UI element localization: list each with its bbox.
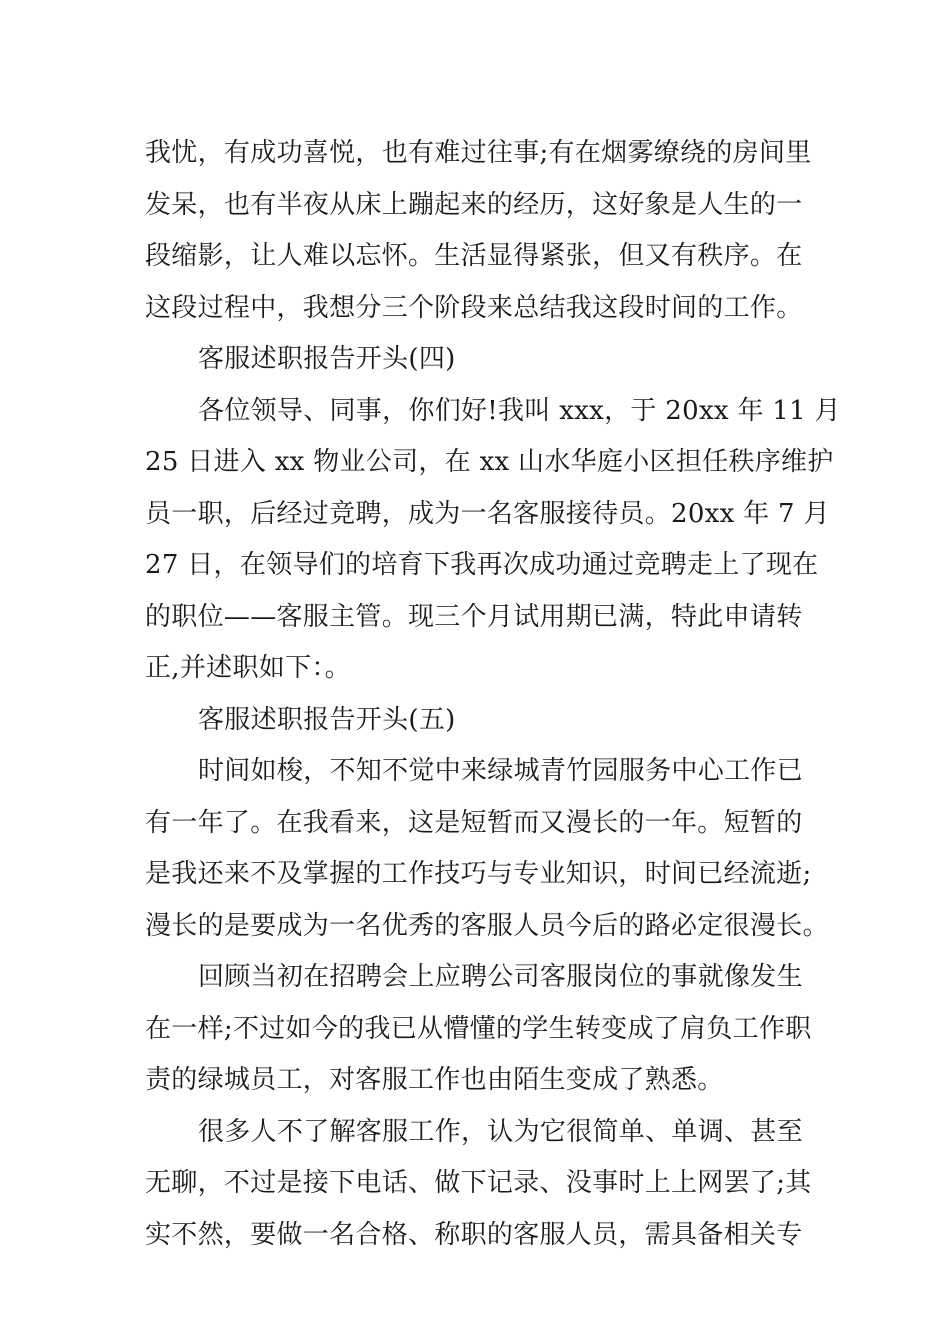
text-line: 在一样;不过如今的我已从懵懂的学生转变成了肩负工作职	[145, 1013, 812, 1044]
text-line: 这段过程中，我想分三个阶段来总结我这段时间的工作。	[145, 292, 803, 323]
text-line: 实不然，要做一名合格、称职的客服人员，需具备相关专	[145, 1219, 803, 1250]
text-line: 各位领导、同事，你们好!我叫 xxx，于 20xx 年 11 月	[198, 395, 841, 426]
document-body	[145, 128, 841, 1261]
text-line: 时间如梭，不知不觉中来绿城青竹园服务中心工作已	[198, 756, 803, 786]
text-line: 27 日，在领导们的培育下我再次成功通过竞聘走上了现在	[145, 550, 819, 580]
text-line: 我忧，有成功喜悦，也有难过往事;有在烟雾缭绕的房间里	[145, 138, 812, 168]
text-line: 段缩影，让人难以忘怀。生活显得紧张，但又有秩序。在	[145, 241, 803, 271]
text-line: 发呆，也有半夜从床上蹦起来的经历，这好象是人生的一	[145, 189, 803, 220]
text-line: 回顾当初在招聘会上应聘公司客服岗位的事就像发生	[198, 962, 803, 992]
text-line: 很多人不了解客服工作，认为它很简单、单调、甚至	[198, 1116, 803, 1147]
text-line: 正,并述职如下：。	[145, 653, 351, 683]
section-heading: 客服述职报告开头(四)	[198, 344, 456, 374]
text-line: 是我还来不及掌握的工作技巧与专业知识，时间已经流逝;	[145, 859, 812, 889]
text-line: 25 日进入 xx 物业公司，在 xx 山水华庭小区担任秩序维护	[145, 447, 834, 477]
text-line: 责的绿城员工，对客服工作也由陌生变成了熟悉。	[145, 1065, 724, 1095]
section-heading: 客服述职报告开头(五)	[198, 704, 456, 735]
text-line: 有一年了。在我看来，这是短暂而又漫长的一年。短暂的	[145, 807, 803, 838]
text-line: 漫长的是要成为一名优秀的客服人员今后的路必定很漫长。	[145, 910, 829, 941]
text-line: 无聊，不过是接下电话、做下记录、没事时上上网罢了;其	[145, 1168, 812, 1198]
text-line: 员一职，后经过竞聘，成为一名客服接待员。20xx 年 7 月	[145, 498, 830, 529]
text-line: 的职位——客服主管。现三个月试用期已满，特此申请转	[145, 601, 803, 632]
